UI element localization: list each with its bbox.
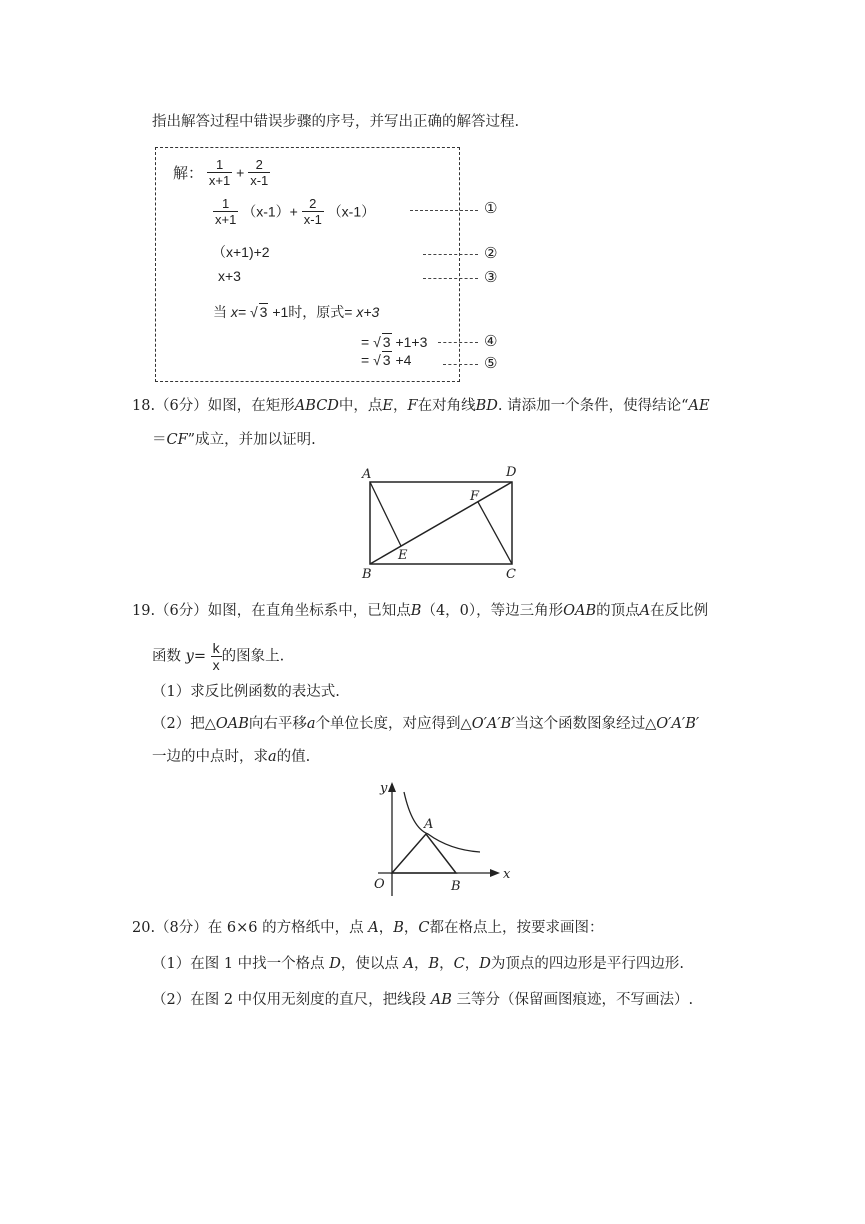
label-c: C	[506, 567, 516, 582]
q19-coordinate-figure	[368, 780, 518, 905]
q20-sub-2: （2）在图 2 中仅用无刻度的直尺，把线段 AB 三等分（保留画图痕迹，不写画法）.	[152, 992, 694, 1008]
label-x: x	[503, 867, 511, 882]
q19-sub-2-line-2: 一边的中点时，求a的值.	[152, 749, 311, 765]
label-e: E	[398, 548, 408, 563]
marker-2: ②	[484, 244, 498, 262]
q18-rectangle-figure	[358, 462, 528, 582]
label-a: A	[424, 817, 434, 832]
label-f: F	[470, 489, 480, 504]
q20-line-1: 20.（8分）在 6×6 的方格纸中，点 A，B，C都在格点上，按要求画图：	[132, 920, 604, 936]
solution-step-5: = √ 3 +4	[361, 352, 412, 368]
solution-step-4: = √ 3 +1+3	[361, 334, 428, 350]
label-b: B	[362, 567, 372, 582]
q18-line-1: 18.（6分）如图，在矩形ABCD中，点E，F在对角线BD. 请添加一个条件，使得结论“AE	[132, 398, 710, 414]
solution-step-2: （x+1)+2	[212, 244, 270, 260]
triangle-oab	[392, 834, 456, 873]
leader-line-2	[423, 254, 478, 255]
solution-line-0: 解： $\frac{1}{x+1}$ + $\frac{2}{x-1}$	[173, 157, 269, 188]
leader-line-4	[438, 342, 478, 343]
fraction-k-over-x: $\frac{k}{x}$	[212, 640, 220, 673]
label-o: O	[374, 877, 385, 892]
segment-ae	[370, 482, 401, 546]
q19-sub-1: （1）求反比例函数的表达式.	[152, 684, 340, 700]
marker-5: ⑤	[484, 354, 498, 372]
hyperbola-curve	[404, 792, 480, 852]
marker-3: ③	[484, 268, 498, 286]
q18-line-2: ＝CF”成立，并加以证明.	[152, 432, 316, 448]
solution-when-line: 当 x= √ 3 +1时，原式= x+3	[213, 304, 380, 320]
leader-line-5	[443, 364, 478, 365]
q19-line-1: 19.（6分）如图，在直角坐标系中，已知点B（4，0），等边三角形OAB的顶点A在反比例	[132, 603, 709, 619]
q20-sub-1: （1）在图 1 中找一个格点 D，使以点 A，B，C，D为顶点的四边形是平行四边形.	[152, 956, 685, 972]
label-b: B	[451, 879, 461, 894]
q19-line-2: 函数 y= $\frac{k}{x}$ 的图象上.	[152, 640, 285, 673]
diagonal-bd	[370, 482, 512, 564]
leader-line-3	[423, 278, 478, 279]
fraction-2: $\frac{2}{x-1}$	[250, 157, 269, 188]
label-y: y	[380, 781, 388, 796]
q19-sub-2-line-1: （2）把△OAB向右平移a个单位长度，对应得到△O′A′B′当这个函数图象经过△O′A′B′	[152, 716, 700, 732]
y-axis-arrow	[388, 782, 396, 792]
leader-line-1	[410, 210, 478, 211]
marker-1: ①	[484, 199, 498, 217]
solution-step-3: x+3	[218, 268, 241, 284]
label-d: D	[506, 465, 517, 480]
label-a: A	[362, 467, 372, 482]
x-axis-arrow	[490, 869, 500, 877]
fraction-1: $\frac{1}{x+1}$	[208, 157, 231, 188]
solution-step-1: $\frac{1}{x+1}$ （x-1）+ $\frac{2}{x-1}$ （x-1）	[215, 196, 376, 227]
segment-cf	[478, 502, 512, 564]
marker-4: ④	[484, 332, 498, 350]
intro-text: 指出解答过程中错误步骤的序号，并写出正确的解答过程.	[152, 114, 520, 130]
